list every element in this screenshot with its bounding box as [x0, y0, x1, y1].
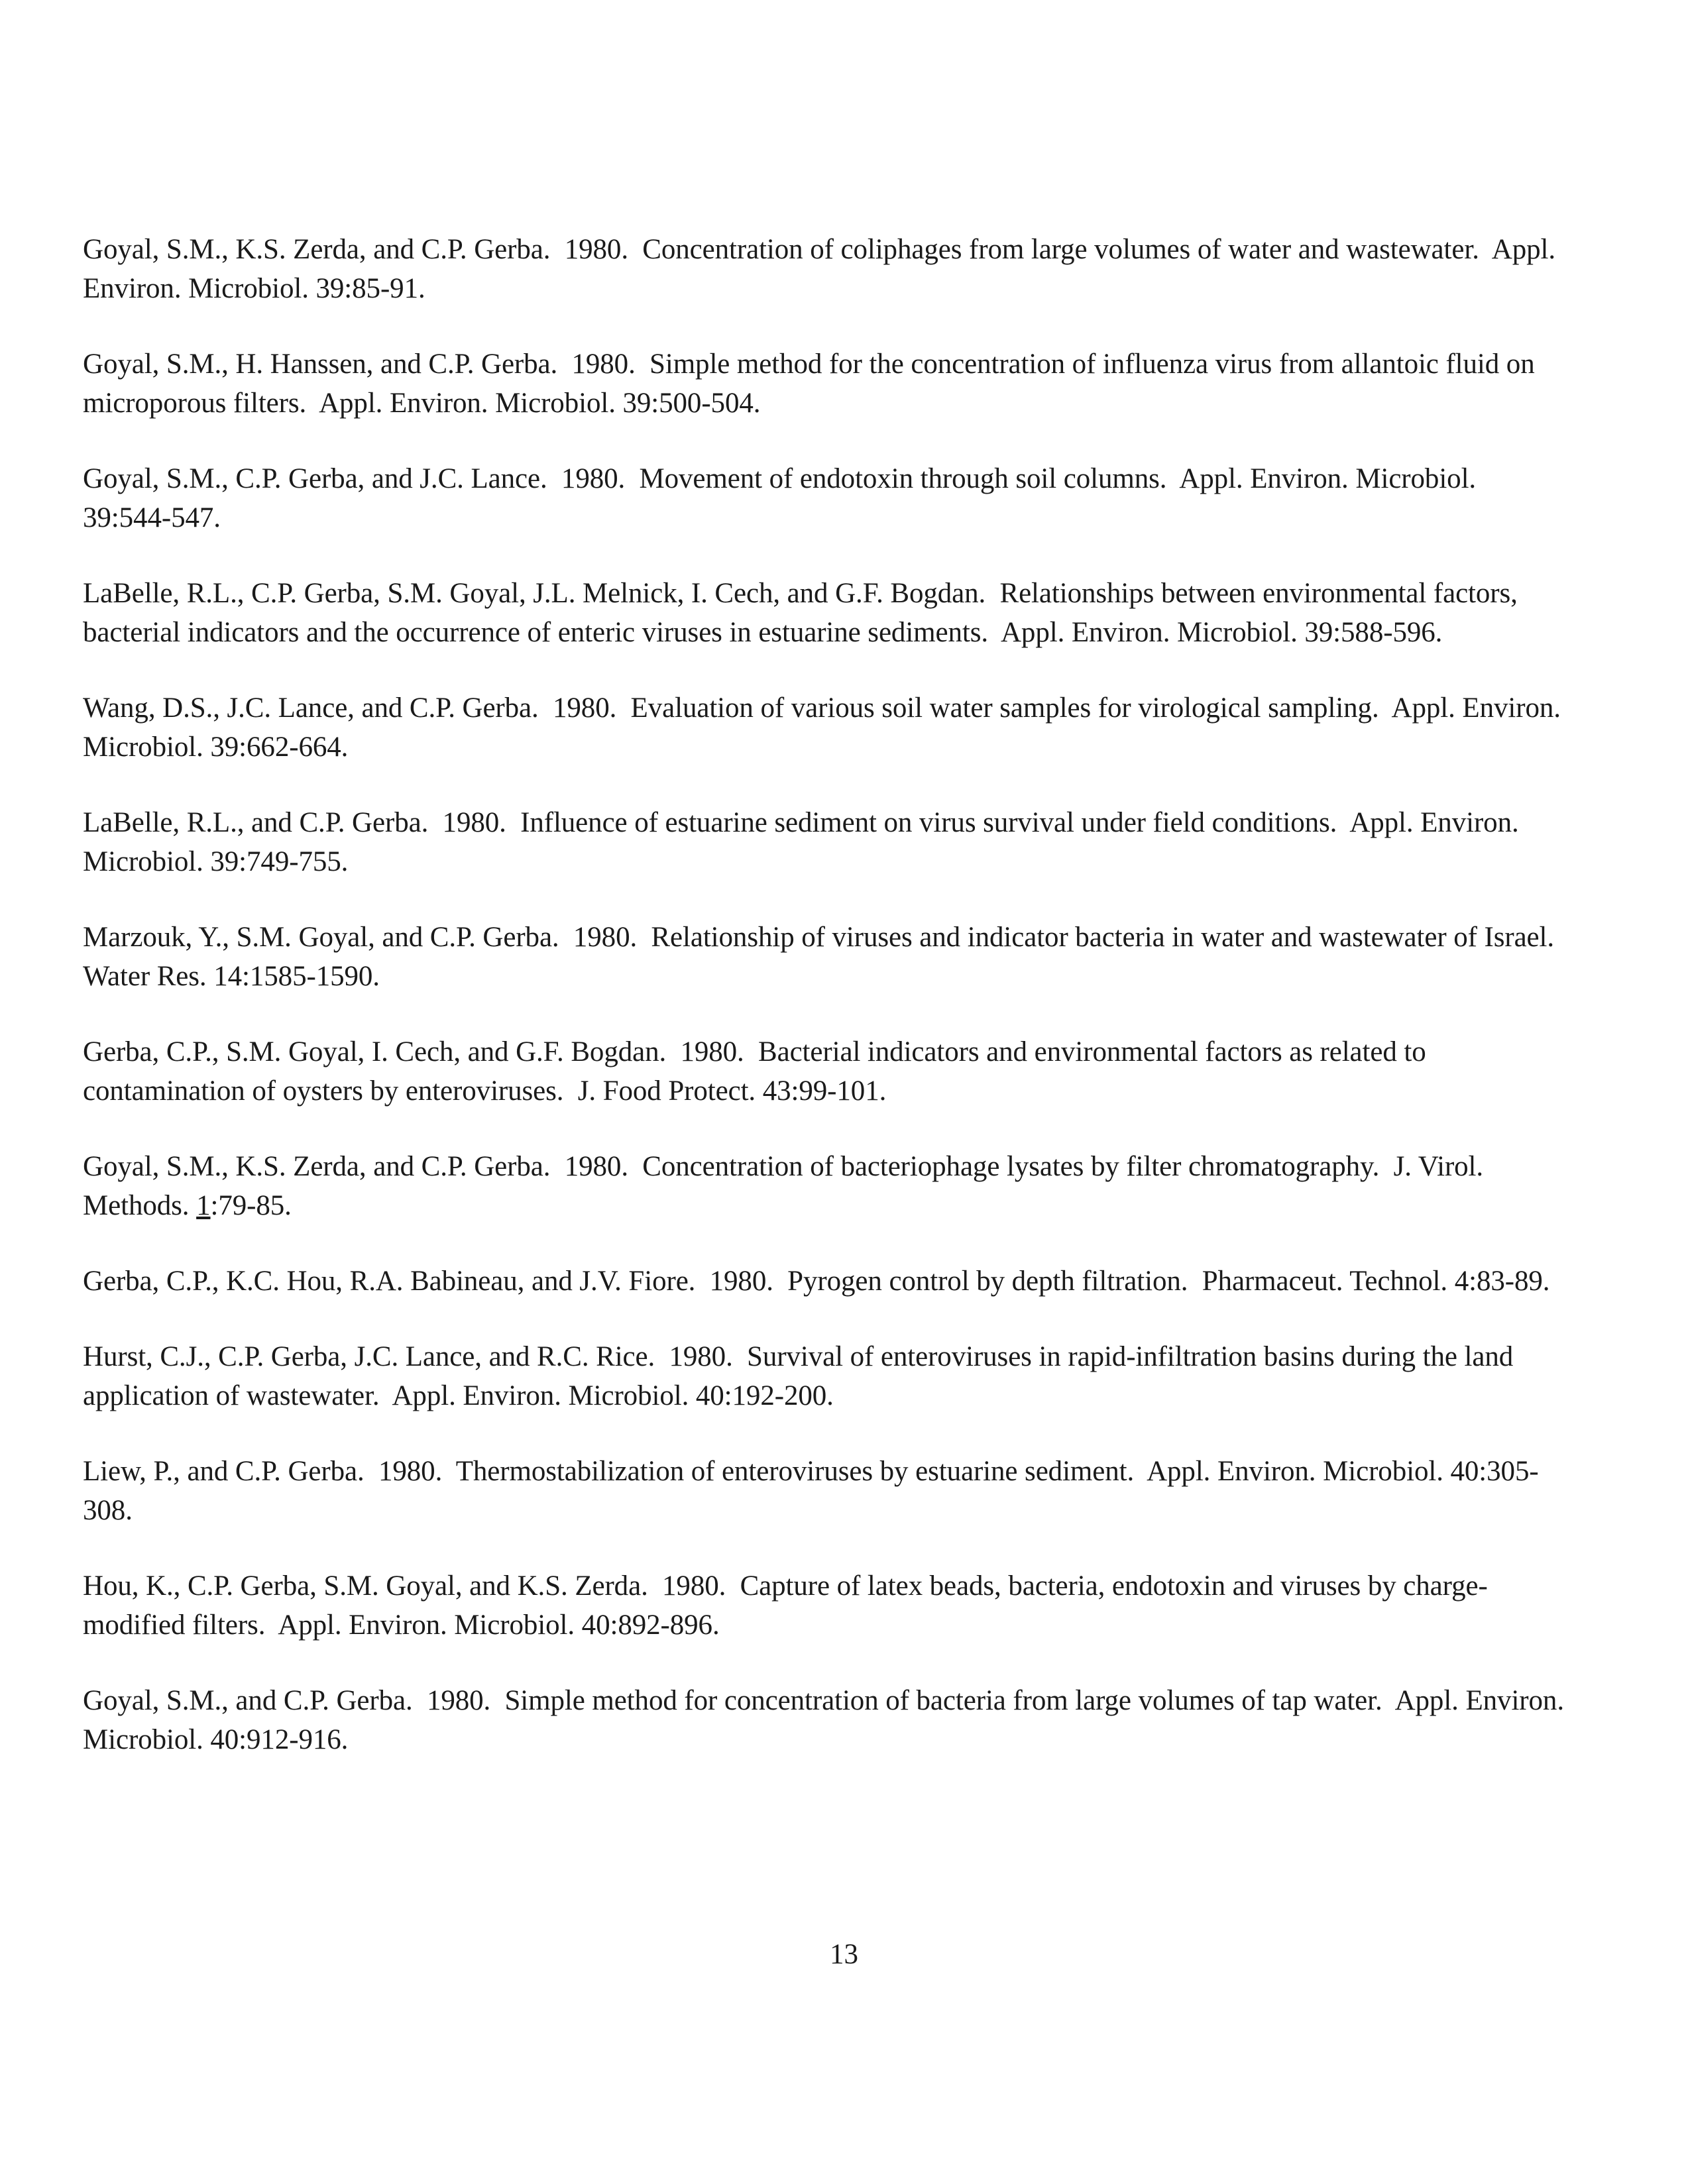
reference-text: Goyal, S.M., C.P. Gerba, and J.C. Lance. 1980. Movement of endotoxin through soil columns. Appl. Environ. Microbiol. 39:544-547.: [83, 463, 1483, 533]
reference-item: [83, 688, 1567, 767]
reference-text: LaBelle, R.L., and C.P. Gerba. 1980. Influence of estuarine sediment on virus survival under field conditions. Appl. Environ. Microbiol. 39:749-755.: [83, 807, 1526, 877]
reference-item: [83, 345, 1567, 423]
reference-text: Goyal, S.M., K.S. Zerda, and C.P. Gerba. 1980. Concentration of coliphages from large volumes of water and wastewater. Appl. Environ. Microbiol. 39:85-91.: [83, 234, 1563, 304]
reference-item: [83, 574, 1567, 652]
reference-item: [83, 1262, 1567, 1301]
reference-item: [83, 1452, 1567, 1530]
reference-item: [83, 230, 1567, 308]
reference-text: Goyal, S.M., H. Hanssen, and C.P. Gerba. 1980. Simple method for the concentration of influenza virus from allantoic fluid on microporous filters. Appl. Environ. Microbiol. 39:500-504.: [83, 349, 1542, 419]
reference-text: Goyal, S.M., and C.P. Gerba. 1980. Simple method for concentration of bacteria from large volumes of tap water. Appl. Environ. Microbiol. 40:912-916.: [83, 1685, 1571, 1755]
page-number: 13: [830, 1939, 858, 1970]
reference-text: Marzouk, Y., S.M. Goyal, and C.P. Gerba. 1980. Relationship of viruses and indicator bacteria in water and wastewater of Israel. Water Res. 14:1585-1590.: [83, 922, 1568, 992]
reference-text: Hou, K., C.P. Gerba, S.M. Goyal, and K.S. Zerda. 1980. Capture of latex beads, bacteria, endotoxin and viruses by charge-modified filters. Appl. Environ. Microbiol. 40:892-896.: [83, 1570, 1488, 1641]
reference-item: [83, 803, 1567, 881]
reference-list: [83, 230, 1571, 1796]
reference-item: [83, 1337, 1567, 1415]
reference-text: Gerba, C.P., S.M. Goyal, I. Cech, and G.F. Bogdan. 1980. Bacterial indicators and environmental factors as related to contamination of oysters by enteroviruses. J. Food Protect. 43:99-101.: [83, 1036, 1434, 1107]
reference-item: [83, 1681, 1571, 1759]
reference-text: LaBelle, R.L., C.P. Gerba, S.M. Goyal, J.L. Melnick, I. Cech, and G.F. Bogdan. Relationships between environmental factors, bacterial indicators and the occurrence of enteric viruses in estuarine sediments. Appl. Environ. Microbiol. 39:588-596.: [83, 578, 1525, 648]
reference-item: [83, 1032, 1567, 1111]
reference-text: Goyal, S.M., K.S. Zerda, and C.P. Gerba. 1980. Concentration of bacteriophage lysates by filter chromatography. J. Virol. Methods.: [83, 1151, 1491, 1221]
reference-text: Hurst, C.J., C.P. Gerba, J.C. Lance, and R.C. Rice. 1980. Survival of enteroviruses in rapid-infiltration basins during the land application of wastewater. Appl. Environ. Microbiol. 40:192-200.: [83, 1341, 1520, 1411]
reference-item: [83, 918, 1567, 996]
reference-item: [83, 1566, 1567, 1645]
reference-item: [83, 459, 1567, 537]
volume-number-underlined: 1: [196, 1190, 211, 1221]
reference-text-pages: :79-85.: [210, 1190, 292, 1221]
reference-text: Liew, P., and C.P. Gerba. 1980. Thermostabilization of enteroviruses by estuarine sediment. Appl. Environ. Microbiol. 40:305-308.: [83, 1456, 1539, 1526]
reference-item: [83, 1147, 1567, 1225]
reference-text: Wang, D.S., J.C. Lance, and C.P. Gerba. 1980. Evaluation of various soil water samples for virological sampling. Appl. Environ. Microbiol. 39:662-664.: [83, 692, 1568, 763]
reference-text: Gerba, C.P., K.C. Hou, R.A. Babineau, and J.V. Fiore. 1980. Pyrogen control by depth filtration. Pharmaceut. Technol. 4:83-89.: [83, 1266, 1550, 1297]
